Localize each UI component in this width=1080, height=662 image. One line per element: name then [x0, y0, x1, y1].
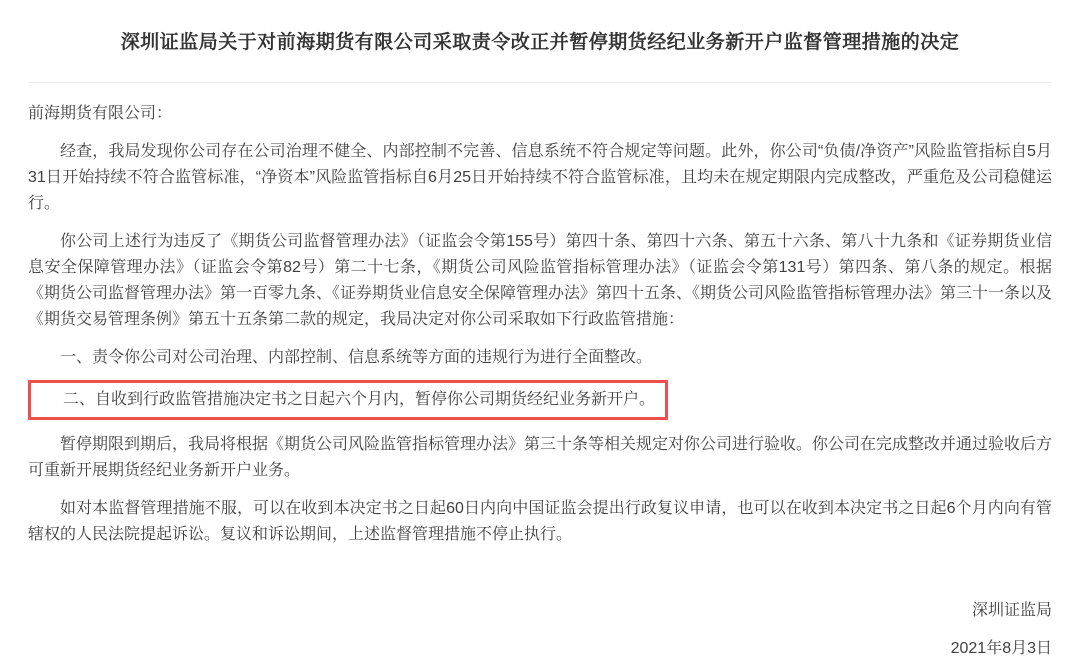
paragraph-appeal: 如对本监督管理措施不服，可以在收到本决定书之日起60日内向中国证监会提出行政复议申请，也可以在收到本决定书之日起6个月内向有管辖权的人民法院提起诉讼。复议和诉讼期间，上述监督管理措施不停止执行。 — [28, 500, 1052, 543]
title-divider — [28, 82, 1052, 83]
paragraph-legal-basis: 你公司上述行为违反了《期货公司监督管理办法》（证监会令第155号）第四十条、第四十六条、第五十六条、第八十九条和《证券期货业信息安全保障管理办法》（证监会令第82号）第二十七条，《期货公司风险监管指标管理办法》（证监会令第131号）第四条、第八条的规定。根据《期货公司监督管理办法》第一百零九条、《证券期货业信息安全保障管理办法》第四十五条、《期货公司风险监管指标管理办法》第三十一条以及《期货交易管理条例》第五十五条第二款的规定，我局决定对你公司采取如下行政监管措施： — [28, 233, 1053, 328]
signature-issuer: 深圳证监局 — [971, 602, 1052, 619]
measure-item-1: 一、责令你公司对公司治理、内部控制、信息系统等方面的违规行为进行全面整改。 — [60, 349, 653, 366]
measure-item-2: 二、自收到行政监管措施决定书之日起六个月内，暂停你公司期货经纪业务新开户。 — [63, 391, 656, 408]
page-title: 深圳证监局关于对前海期货有限公司采取责令改正并暂停期货经纪业务新开户监督管理措施的决定 — [120, 32, 960, 53]
paragraph-findings: 经查，我局发现你公司存在公司治理不健全、内部控制不完善、信息系统不符合规定等问题。此外，你公司“负债/净资产”风险监管指标自5月31日开始持续不符合监管标准，“净资本”风险监管指标自6月25日开始持续不符合监管标准，且均未在规定期限内完成整改，严重危及公司稳健运行。 — [28, 143, 1052, 212]
signature-block — [28, 598, 1052, 662]
paragraph-acceptance: 暂停期限到期后，我局将根据《期货公司风险监管指标管理办法》第三十条等相关规定对你公司进行验收。你公司在完成整改并通过验收后方可重新开展期货经纪业务新开户业务。 — [28, 436, 1053, 479]
salutation: 前海期货有限公司： — [28, 105, 173, 122]
highlighted-measure-box — [28, 380, 668, 420]
signature-date: 2021年8月3日 — [950, 640, 1052, 657]
